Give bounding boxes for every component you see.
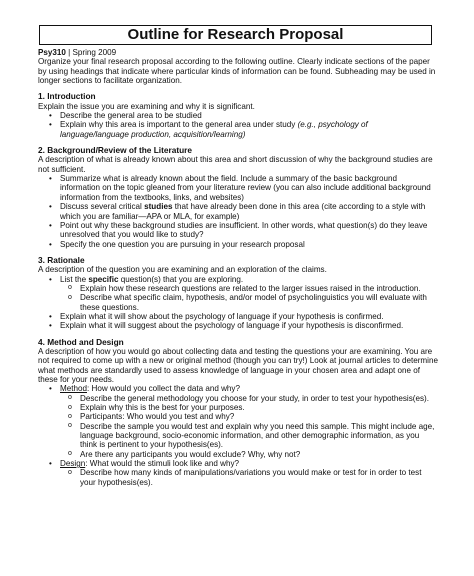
sub-list-item: o Participants: Who would you test and why? (68, 412, 438, 421)
list-item (49, 202, 438, 221)
design-label: Design (60, 459, 86, 469)
course-meta (38, 48, 438, 57)
sub-list-item: o Describe what specific claim, hypothesis, and/or model of psycholinguistics you will evaluate with these questions. (68, 293, 438, 312)
meta-separator: | (65, 48, 73, 57)
list-item-design (49, 459, 438, 487)
sub-list-item: o Describe how many kinds of manipulations/variations you would make or test for in order to test your hypothesis(es). (68, 468, 438, 487)
sub-list-method (68, 394, 438, 459)
sub-list-item: o Are there any participants you would exclude? Why, why not? (68, 450, 438, 459)
list-item-method (49, 384, 438, 459)
emphasis-specific: specific (88, 274, 119, 284)
bullet-list-introduction (49, 111, 438, 139)
list-item: • Explain what it will show about the psychology of language if your hypothesis is confirmed. (49, 312, 438, 321)
bullet-list-rationale (49, 275, 438, 331)
section-desc-background: A description of what is already known about this area and short discussion of why the background studies are not sufficient. (38, 155, 433, 174)
list-item: • Summarize what is already known about the field. Include a summary of the basic background information on the topic gleaned from your literature review (you can also include additional background information from the textbooks, links, and websites) (49, 174, 438, 202)
list-item-text: List the (60, 274, 89, 284)
list-item-text: Explain why this area is important to the general area under study (60, 120, 298, 130)
design-question: : What would the stimuli look like and why? (85, 459, 240, 469)
course-code: Psy310 (38, 48, 66, 57)
section-desc-rationale: A description of the question you are examining and an exploration of the claims. (38, 265, 327, 275)
sub-list-item: o Explain how these research questions are related to the larger issues raised in the introduction. (68, 284, 438, 293)
list-item-text: Discuss several critical (60, 202, 145, 212)
term: Spring 2009 (72, 48, 117, 57)
list-item: • Point out why these background studies are insufficient. In other words, what question(s) do they leave unresolved that you would like to study? (49, 221, 438, 240)
method-question: : How would you collect the data and why? (87, 384, 240, 394)
emphasis-studies: studies (144, 202, 173, 212)
list-item-text: question(s) that you are exploring. (118, 274, 244, 284)
list-item-example: (e.g., psychology of language/language production, acquisition/learning) (60, 120, 368, 139)
list-item: • Specify the one question you are pursuing in your research proposal (49, 240, 438, 249)
method-label: Method (60, 384, 87, 394)
page-title: Outline for Research Proposal (39, 25, 432, 45)
list-item: • Explain what it will suggest about the psychology of language if your hypothesis is disconfirmed. (49, 321, 438, 330)
section-heading-background: 2. Background/Review of the Literature (38, 145, 192, 156)
list-item-text: that have already been done in this area (cite according to a style with which you are familiar—APA or MLA, for example) (60, 202, 426, 221)
sub-list-item: o Describe the sample you would test and explain why you need this sample. This might include age, language background, socio-economic information, and other demographic information, as you think is pertinent to your hypothesis(es). (68, 422, 438, 450)
sub-list-item: o Explain why this is the best for your purposes. (68, 403, 438, 412)
sub-list-design (68, 468, 438, 487)
bullet-list-background (49, 174, 438, 249)
list-item (49, 120, 438, 139)
section-desc-introduction: Explain the issue you are examining and why it is significant. (38, 101, 255, 111)
list-item: • Describe the general area to be studied (49, 111, 438, 120)
section-desc-method: A description of how you would go about collecting data and testing the questions your are examining. You are not required to come up with a new or original method (though you can try!) Look at journal articles to determine what methods are standardly used to assess knowledge of language in your chosen area and adapt one of these for your needs. (38, 346, 438, 384)
sub-list-item: o Describe the general methodology you choose for your study, in order to test your hypothesis(es). (68, 394, 438, 403)
list-item (49, 275, 438, 312)
intro-paragraph: Organize your final research proposal according to the following outline. Clearly indicate sections of the paper by using headings that indicate where particular kinds of information can be found. Subheading may be used in longer sections to facilitate organization. (38, 57, 436, 86)
section-heading-introduction: 1. Introduction (38, 91, 96, 102)
document-body (38, 48, 438, 487)
section-heading-method: 4. Method and Design (38, 336, 124, 347)
section-heading-rationale: 3. Rationale (38, 254, 85, 265)
sub-list-rationale (68, 284, 438, 312)
bullet-list-method (49, 384, 438, 487)
